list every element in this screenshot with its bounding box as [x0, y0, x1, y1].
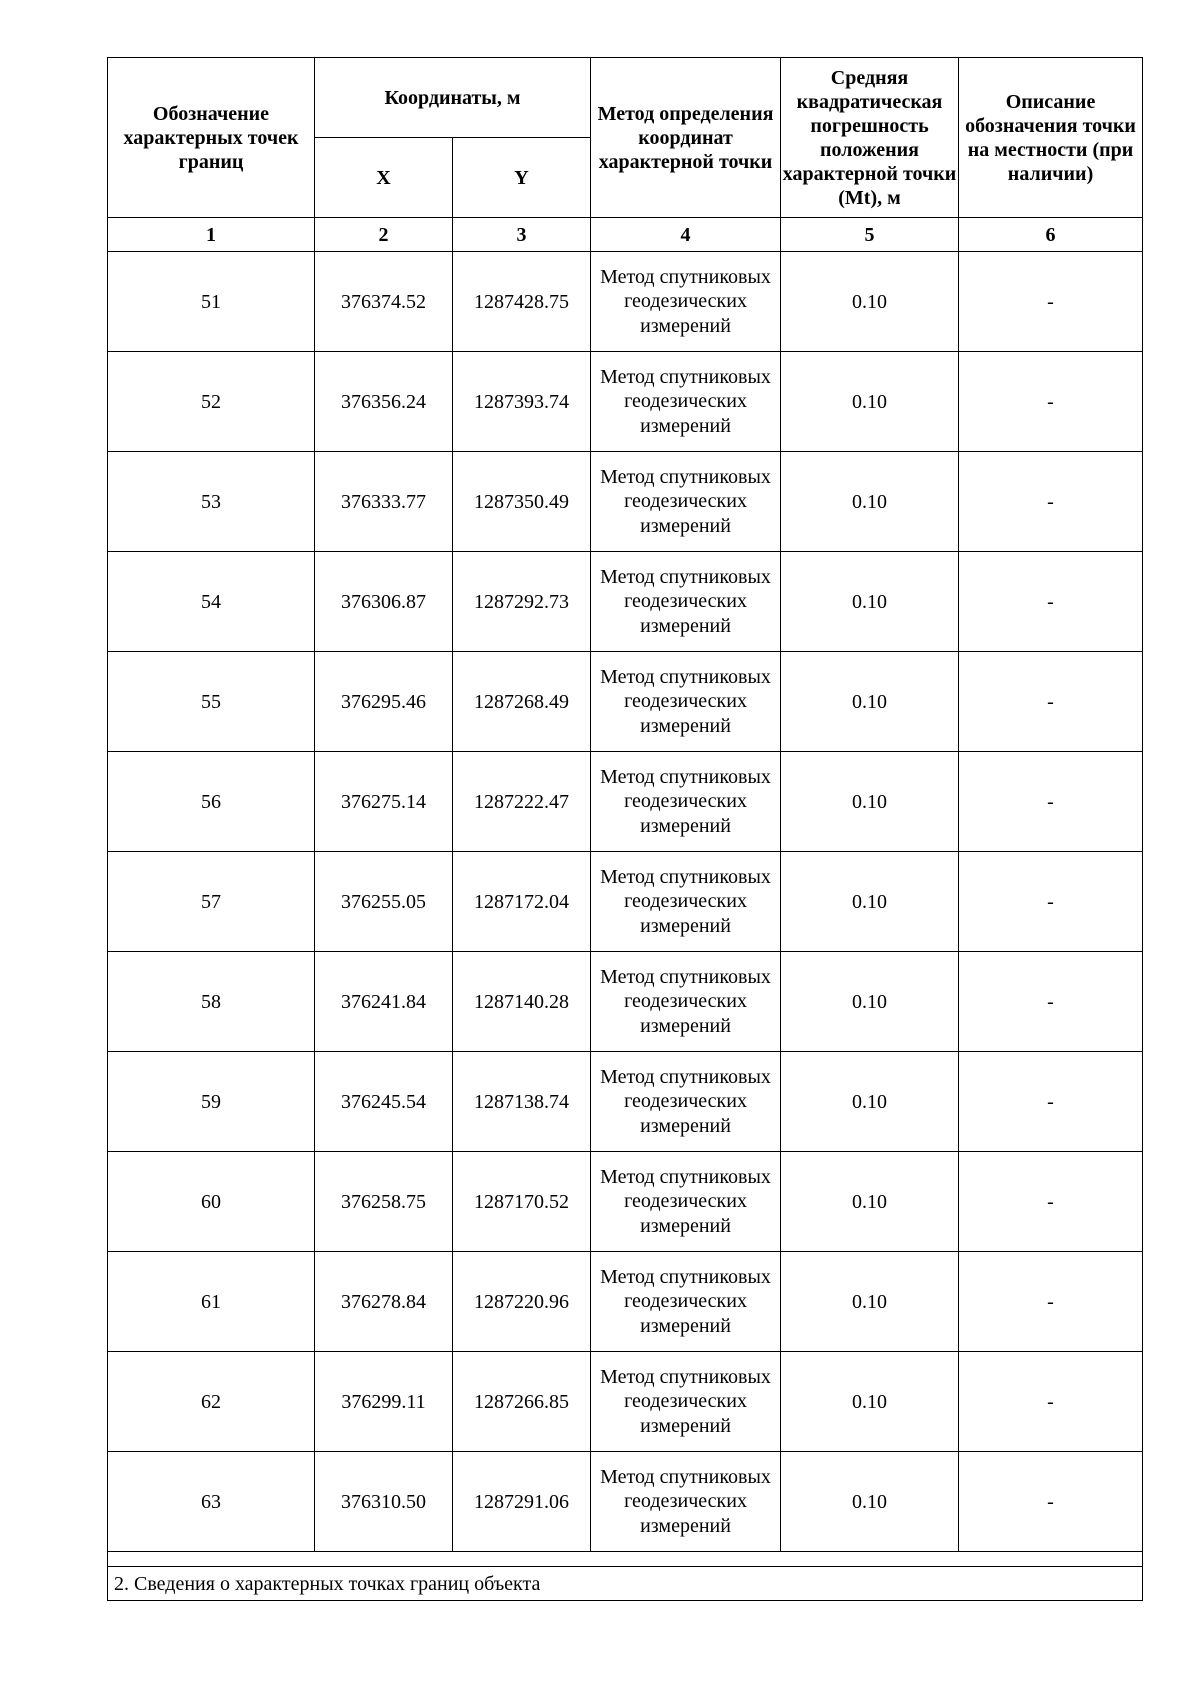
table-row [108, 1152, 1143, 1252]
mt-cell: 0.10 [781, 852, 959, 952]
point-cell: 55 [108, 652, 315, 752]
boundary-points-table [107, 57, 1143, 1601]
point-cell: 59 [108, 1052, 315, 1152]
y-cell: 1287266.85 [453, 1352, 591, 1452]
table-row [108, 452, 1143, 552]
table-row [108, 1452, 1143, 1552]
description-cell: - [959, 1152, 1143, 1252]
mt-cell: 0.10 [781, 652, 959, 752]
point-cell: 62 [108, 1352, 315, 1452]
mt-cell: 0.10 [781, 952, 959, 1052]
header-x: X [315, 138, 453, 218]
mt-cell: 0.10 [781, 752, 959, 852]
column-number: 5 [781, 218, 959, 252]
column-number: 6 [959, 218, 1143, 252]
x-cell: 376299.11 [315, 1352, 453, 1452]
spacer-row [108, 1552, 1143, 1567]
point-cell: 63 [108, 1452, 315, 1552]
table-row [108, 1352, 1143, 1452]
point-cell: 56 [108, 752, 315, 852]
mt-cell: 0.10 [781, 1352, 959, 1452]
mt-cell: 0.10 [781, 1452, 959, 1552]
point-cell: 52 [108, 352, 315, 452]
point-cell: 54 [108, 552, 315, 652]
method-cell: Метод спутниковых геодезических измерений [591, 1452, 781, 1552]
y-cell: 1287138.74 [453, 1052, 591, 1152]
y-cell: 1287140.28 [453, 952, 591, 1052]
x-cell: 376241.84 [315, 952, 453, 1052]
method-cell: Метод спутниковых геодезических измерений [591, 1152, 781, 1252]
method-cell: Метод спутниковых геодезических измерений [591, 1352, 781, 1452]
header-description: Описание обозначения точки на местности (при наличии) [959, 58, 1143, 218]
y-cell: 1287393.74 [453, 352, 591, 452]
y-cell: 1287172.04 [453, 852, 591, 952]
description-cell: - [959, 852, 1143, 952]
mt-cell: 0.10 [781, 452, 959, 552]
point-cell: 60 [108, 1152, 315, 1252]
description-cell: - [959, 952, 1143, 1052]
mt-cell: 0.10 [781, 352, 959, 452]
description-cell: - [959, 1352, 1143, 1452]
column-number: 2 [315, 218, 453, 252]
mt-cell: 0.10 [781, 252, 959, 352]
section-footer-row [108, 1567, 1143, 1601]
table-row [108, 352, 1143, 452]
table-row [108, 552, 1143, 652]
point-cell: 57 [108, 852, 315, 952]
x-cell: 376275.14 [315, 752, 453, 852]
y-cell: 1287292.73 [453, 552, 591, 652]
x-cell: 376295.46 [315, 652, 453, 752]
header-point-designation: Обозначение характерных точек границ [108, 58, 315, 218]
mt-cell: 0.10 [781, 1052, 959, 1152]
table-row [108, 1052, 1143, 1152]
y-cell: 1287170.52 [453, 1152, 591, 1252]
description-cell: - [959, 252, 1143, 352]
table-row [108, 652, 1143, 752]
header-method: Метод определения координат характерной точки [591, 58, 781, 218]
method-cell: Метод спутниковых геодезических измерений [591, 752, 781, 852]
x-cell: 376258.75 [315, 1152, 453, 1252]
x-cell: 376333.77 [315, 452, 453, 552]
x-cell: 376310.50 [315, 1452, 453, 1552]
method-cell: Метод спутниковых геодезических измерений [591, 1052, 781, 1152]
table-row [108, 252, 1143, 352]
y-cell: 1287268.49 [453, 652, 591, 752]
description-cell: - [959, 652, 1143, 752]
method-cell: Метод спутниковых геодезических измерений [591, 352, 781, 452]
header-coordinates: Координаты, м [315, 58, 591, 138]
header-y: Y [453, 138, 591, 218]
y-cell: 1287222.47 [453, 752, 591, 852]
description-cell: - [959, 452, 1143, 552]
header-mean-error: Средняя квадратическая погрешность положения характерной точки (Mt), м [781, 58, 959, 218]
table-row [108, 1252, 1143, 1352]
x-cell: 376255.05 [315, 852, 453, 952]
description-cell: - [959, 1052, 1143, 1152]
method-cell: Метод спутниковых геодезических измерений [591, 852, 781, 952]
x-cell: 376278.84 [315, 1252, 453, 1352]
description-cell: - [959, 1252, 1143, 1352]
column-number: 4 [591, 218, 781, 252]
y-cell: 1287291.06 [453, 1452, 591, 1552]
method-cell: Метод спутниковых геодезических измерений [591, 252, 781, 352]
description-cell: - [959, 752, 1143, 852]
method-cell: Метод спутниковых геодезических измерений [591, 652, 781, 752]
column-number: 1 [108, 218, 315, 252]
method-cell: Метод спутниковых геодезических измерений [591, 1252, 781, 1352]
x-cell: 376356.24 [315, 352, 453, 452]
x-cell: 376306.87 [315, 552, 453, 652]
y-cell: 1287220.96 [453, 1252, 591, 1352]
point-cell: 61 [108, 1252, 315, 1352]
method-cell: Метод спутниковых геодезических измерений [591, 452, 781, 552]
x-cell: 376245.54 [315, 1052, 453, 1152]
table-row [108, 952, 1143, 1052]
method-cell: Метод спутниковых геодезических измерений [591, 552, 781, 652]
method-cell: Метод спутниковых геодезических измерений [591, 952, 781, 1052]
point-cell: 53 [108, 452, 315, 552]
y-cell: 1287428.75 [453, 252, 591, 352]
x-cell: 376374.52 [315, 252, 453, 352]
mt-cell: 0.10 [781, 552, 959, 652]
point-cell: 58 [108, 952, 315, 1052]
y-cell: 1287350.49 [453, 452, 591, 552]
point-cell: 51 [108, 252, 315, 352]
mt-cell: 0.10 [781, 1252, 959, 1352]
spacer-cell [108, 1552, 1143, 1567]
table-row [108, 752, 1143, 852]
section-caption: 2. Сведения о характерных точках границ объекта [108, 1567, 1143, 1601]
description-cell: - [959, 552, 1143, 652]
description-cell: - [959, 1452, 1143, 1552]
description-cell: - [959, 352, 1143, 452]
column-number: 3 [453, 218, 591, 252]
table-row [108, 852, 1143, 952]
mt-cell: 0.10 [781, 1152, 959, 1252]
